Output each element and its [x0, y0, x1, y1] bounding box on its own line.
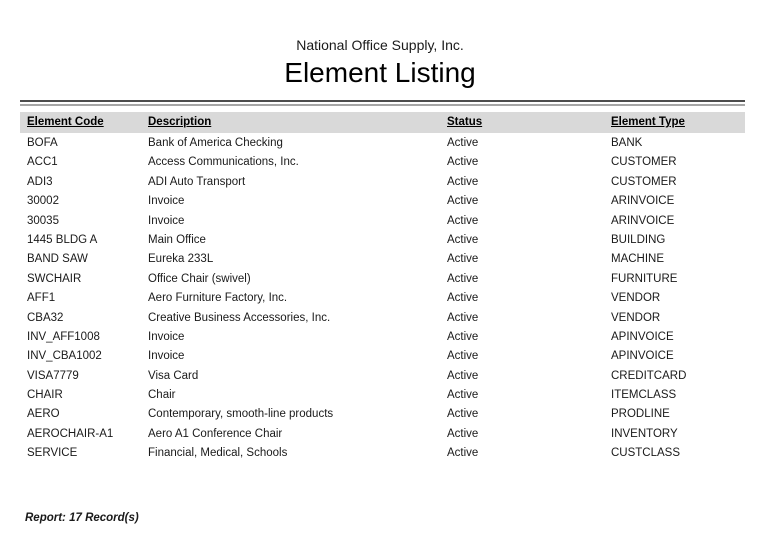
cell-description: Access Communications, Inc. — [148, 156, 299, 169]
table-row — [20, 153, 745, 172]
cell-status: Active — [447, 330, 479, 343]
cell-description: ADI Auto Transport — [148, 175, 246, 188]
cell-element-type: CREDITCARD — [611, 369, 687, 382]
cell-element-type: APINVOICE — [611, 350, 674, 363]
cell-status: Active — [447, 447, 479, 460]
cell-description: Visa Card — [148, 369, 199, 382]
cell-element-type: ARINVOICE — [611, 214, 675, 227]
cell-element-code: CHAIR — [27, 389, 63, 402]
cell-element-type: CUSTOMER — [611, 156, 677, 169]
record-count-footer: Report: 17 Record(s) — [25, 512, 139, 524]
table-row — [20, 328, 745, 347]
cell-element-code: AEROCHAIR-A1 — [27, 427, 114, 440]
cell-status: Active — [447, 311, 479, 324]
table-row — [20, 250, 745, 269]
table-row — [20, 231, 745, 250]
cell-description: Aero Furniture Factory, Inc. — [148, 292, 288, 305]
cell-element-code: INV_CBA1002 — [27, 350, 102, 363]
cell-element-code: INV_AFF1008 — [27, 330, 100, 343]
cell-status: Active — [447, 292, 479, 305]
cell-element-type: VENDOR — [611, 292, 661, 305]
header-divider — [20, 100, 745, 106]
cell-element-type: VENDOR — [611, 311, 661, 324]
cell-element-code: BOFA — [27, 137, 58, 149]
table-row — [20, 444, 745, 463]
cell-element-type: CUSTOMER — [611, 175, 677, 188]
cell-status: Active — [447, 427, 479, 440]
cell-description: Creative Business Accessories, Inc. — [148, 311, 331, 324]
cell-status: Active — [447, 272, 479, 285]
table-row — [20, 309, 745, 328]
cell-element-type: ITEMCLASS — [611, 389, 677, 402]
cell-element-type: INVENTORY — [611, 427, 678, 440]
cell-description: Office Chair (swivel) — [148, 272, 251, 285]
cell-status: Active — [447, 389, 479, 402]
cell-status: Active — [447, 369, 479, 382]
cell-description: Aero A1 Conference Chair — [148, 427, 283, 440]
cell-description: Invoice — [148, 350, 185, 363]
cell-element-code: 30035 — [27, 214, 59, 227]
cell-description: Financial, Medical, Schools — [148, 447, 288, 460]
table-row — [20, 347, 745, 366]
table-row — [20, 367, 745, 386]
cell-description: Invoice — [148, 195, 185, 208]
company-name: National Office Supply, Inc. — [296, 37, 464, 53]
cell-element-code: VISA7779 — [27, 369, 79, 382]
cell-element-type: FURNITURE — [611, 272, 678, 285]
cell-status: Active — [447, 408, 479, 421]
cell-element-type: ARINVOICE — [611, 195, 675, 208]
cell-description: Main Office — [148, 233, 206, 246]
table-row — [20, 289, 745, 308]
cell-element-code: ADI3 — [27, 175, 53, 188]
table-row — [20, 134, 745, 153]
table-rows — [20, 134, 745, 464]
column-header-element-code: Element Code — [27, 116, 104, 128]
table-row — [20, 425, 745, 444]
table-row — [20, 386, 745, 405]
table-row — [20, 405, 745, 424]
cell-element-code: SWCHAIR — [27, 272, 82, 285]
cell-status: Active — [447, 175, 479, 188]
column-header-element-type: Element Type — [611, 116, 685, 128]
cell-status: Active — [447, 156, 479, 169]
cell-element-type: BUILDING — [611, 233, 666, 246]
cell-element-type: BANK — [611, 137, 643, 149]
cell-status: Active — [447, 137, 479, 149]
cell-status: Active — [447, 233, 479, 246]
cell-element-type: APINVOICE — [611, 330, 674, 343]
cell-element-type: CUSTCLASS — [611, 447, 681, 460]
cell-element-code: SERVICE — [27, 447, 78, 460]
cell-description: Bank of America Checking — [148, 137, 283, 149]
cell-element-type: PRODLINE — [611, 408, 670, 421]
cell-status: Active — [447, 350, 479, 363]
table-row — [20, 212, 745, 231]
cell-element-code: ACC1 — [27, 156, 58, 169]
cell-description: Contemporary, smooth-line products — [148, 408, 334, 421]
page-title: Element Listing — [284, 57, 476, 88]
cell-element-code: BAND SAW — [27, 253, 88, 266]
cell-status: Active — [447, 253, 479, 266]
column-header-status: Status — [447, 116, 483, 128]
table-row — [20, 173, 745, 192]
cell-element-code: 30002 — [27, 195, 59, 208]
column-header-description: Description — [148, 116, 212, 128]
cell-element-code: AFF1 — [27, 292, 56, 305]
cell-description: Invoice — [148, 214, 185, 227]
cell-element-code: 1445 BLDG A — [27, 233, 98, 246]
cell-description: Invoice — [148, 330, 185, 343]
table-header-row — [20, 112, 745, 133]
cell-description: Eureka 233L — [148, 253, 214, 266]
cell-element-type: MACHINE — [611, 253, 665, 266]
cell-status: Active — [447, 195, 479, 208]
cell-description: Chair — [148, 389, 176, 402]
table-row — [20, 192, 745, 211]
table-row — [20, 270, 745, 289]
cell-element-code: CBA32 — [27, 311, 64, 324]
cell-status: Active — [447, 214, 479, 227]
cell-element-code: AERO — [27, 408, 60, 421]
